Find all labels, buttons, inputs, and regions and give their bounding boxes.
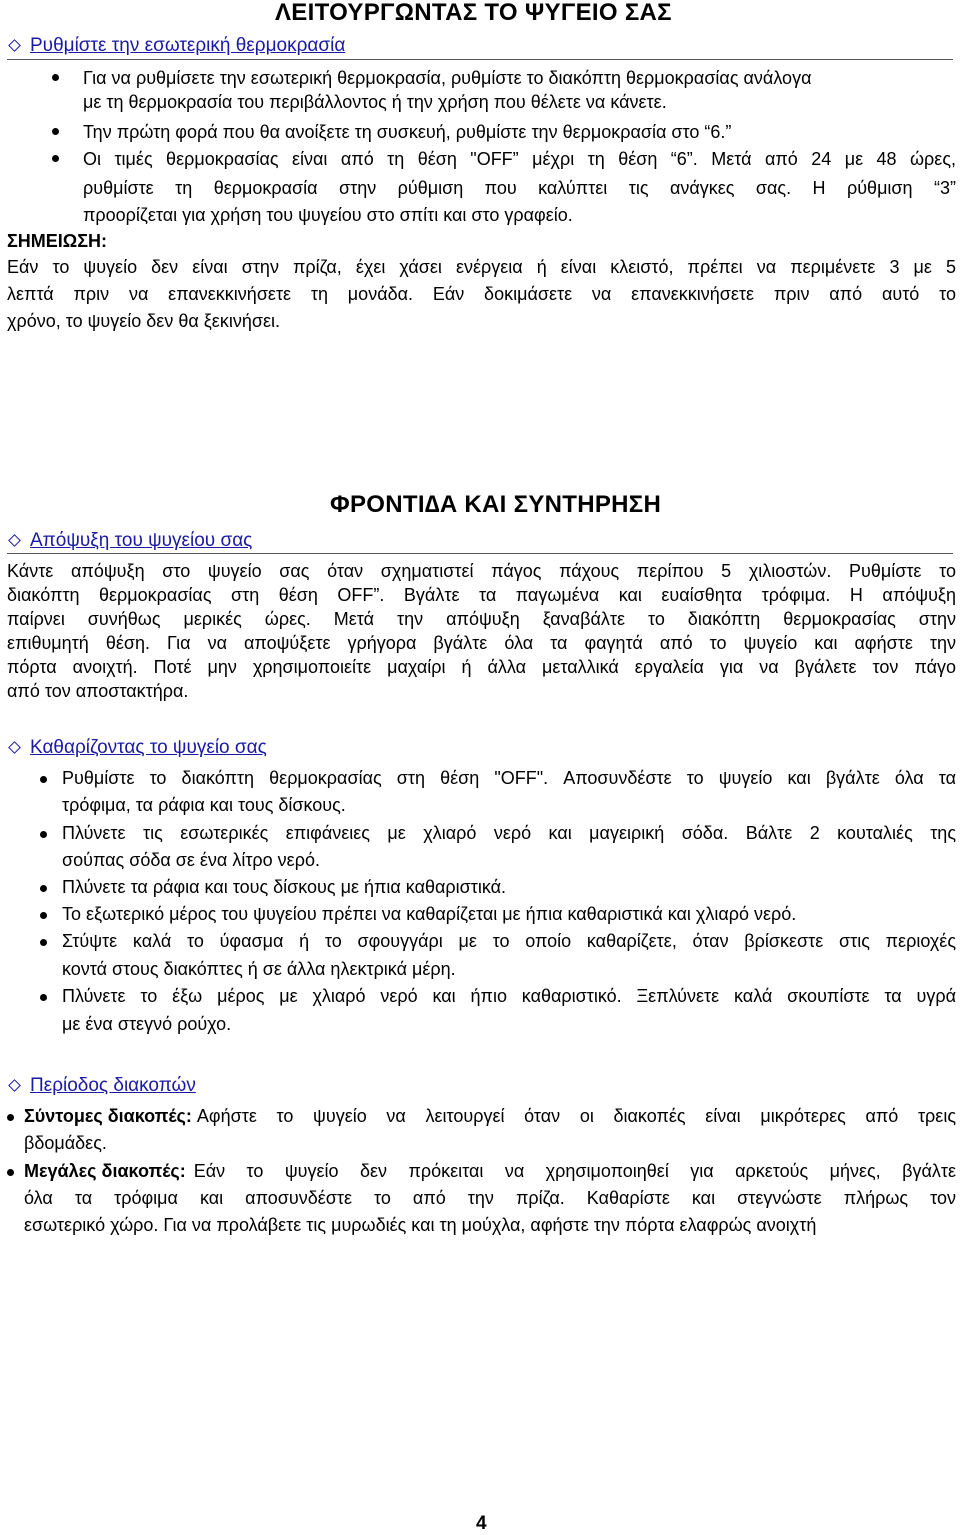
bullet-dot-icon xyxy=(40,912,47,919)
bullet-dot-icon xyxy=(40,885,47,892)
diamond-bullet-icon xyxy=(8,39,21,52)
bullet-dot-icon xyxy=(7,1114,14,1121)
text-line: με ένα στεγνό ρούχο. xyxy=(62,1014,232,1034)
heading-set-temperature xyxy=(7,35,345,57)
text-line: κοντά στους διακόπτες ή σε άλλα ηλεκτρικά μέρη. xyxy=(62,959,456,979)
section-title-care: ΦΡΟΝΤΙ∆Α ΚΑΙ ΣΥΝΤΗΡΗΣΗ xyxy=(330,491,662,518)
text-line: Για να ρυθμίσετε την εσωτερική θερμοκρασία, ρυθμίστε το διακόπτη θερμοκρασίας ανάλογα xyxy=(83,68,812,88)
bullet-dot-icon xyxy=(52,155,59,162)
text-line: ρυθμίστε τη θερμοκρασία στην ρύθμιση που καλύπτει τις ανάγκες σας. Η ρύθμιση “3” xyxy=(83,178,956,198)
diamond-bullet-icon xyxy=(8,534,21,547)
text-line: Αφήστε το ψυγείο να λειτουργεί όταν οι διακοπές είναι μικρότερες από τρεις xyxy=(196,1106,956,1126)
text-line: σούπας σόδα σε ένα λίτρο νερό. xyxy=(62,850,320,870)
text-line: Πλύνετε το έξω μέρος με χλιαρό νερό και ήπιο καθαριστικό. Ξεπλύνετε καλά σκουπίστε τα υγρά xyxy=(62,986,956,1006)
text-line: με τη θερμοκρασία του περιβάλλοντος ή την χρήση που θέλετε να κάνετε. xyxy=(83,92,667,112)
bullet-dot-icon xyxy=(40,939,47,946)
heading-label: Καθαρίζοντας το ψυγείο σας xyxy=(30,737,267,758)
long-vacation-label: Μεγάλες διακοπές: xyxy=(24,1161,186,1181)
text-line: επιθυμητή θέση. Για να αποψύξετε γρήγορα βγάλτε όλα τα φαγητά από το ψυγείο και αφήστε την xyxy=(7,633,956,653)
vacation-short-line xyxy=(24,1106,956,1127)
text-line: Κάντε απόψυξη στο ψυγείο σας όταν σχηματιστεί πάγος πάχους περίπου 5 χιλιοστών. Ρυθμίστε το xyxy=(7,561,956,581)
bullet-dot-icon xyxy=(52,74,59,81)
text-line: Πλύνετε τις εσωτερικές επιφάνειες με χλιαρό νερό και μαγειρική σόδα. Βάλτε 2 κουταλιές της xyxy=(62,823,956,843)
divider xyxy=(7,553,953,554)
note-line: Εάν το ψυγείο δεν είναι στην πρίζα, έχει χάσει ενέργεια ή είναι κλειστό, πρέπει να περιμένετε 3 με 5 xyxy=(7,257,956,277)
text-line: Ρυθμίστε το διακόπτη θερμοκρασίας στη θέση "OFF". Αποσυνδέστε το ψυγείο και βγάλτε όλα τα xyxy=(62,768,956,788)
note-label: ΣΗΜΕΙΩΣΗ: xyxy=(7,231,108,251)
page-number: 4 xyxy=(476,1513,487,1534)
text-line: παίρνει συνήθως μερικές ώρες. Μετά την απόψυξη ξαναβάλτε το διακόπτη θερμοκρασίας στην xyxy=(7,609,956,629)
text-line: εσωτερικό χώρο. Για να προλάβετε τις μυρωδιές και τη μούχλα, αφήστε την πόρτα ελαφρώς ανοιχτή xyxy=(24,1215,817,1235)
section-title-operating: ΛΕΙΤΟΥΡΓΩΝΤΑΣ ΤΟ ΨΥΓΕΙΟ ΣΑΣ xyxy=(275,0,672,26)
heading-label: Απόψυξη του ψυγείου σας xyxy=(30,530,253,551)
heading-label: Περίοδος διακοπών xyxy=(30,1075,196,1096)
short-vacation-label: Σύντομες διακοπές: xyxy=(24,1106,192,1126)
divider xyxy=(7,59,953,60)
text-line: Την πρώτη φορά που θα ανοίξετε τη συσκευή, ρυθμίστε την θερμοκρασία στο “6.” xyxy=(83,122,732,142)
text-line: Το εξωτερικό μέρος του ψυγείου πρέπει να καθαρίζεται με ήπια καθαριστικά και χλιαρό νερό. xyxy=(62,904,797,924)
text-line: Εάν το ψυγείο δεν πρόκειται να χρησιμοποιηθεί για αρκετούς μήνες, βγάλτε xyxy=(193,1161,956,1181)
heading-vacation xyxy=(7,1075,196,1097)
heading-label: Ρυθμίστε την εσωτερική θερμοκρασία xyxy=(30,35,346,56)
text-line: Οι τιμές θερμοκρασίας είναι από τη θέση "OFF” μέχρι τη θέση “6”. Μετά από 24 με 48 ώρες, xyxy=(83,149,956,169)
bullet-dot-icon xyxy=(40,994,47,1001)
text-line: Στύψτε καλά το ύφασμα ή το σφουγγάρι με το οποίο καθαρίζετε, όταν βρίσκεστε στις περιοχές xyxy=(62,931,956,951)
text-line: τρόφιμα, τα ράφια και τους δίσκους. xyxy=(62,795,346,815)
text-line: βδομάδες. xyxy=(24,1133,107,1153)
diamond-bullet-icon xyxy=(8,1079,21,1092)
bullet-dot-icon xyxy=(52,128,59,135)
note-line: λεπτά πριν να επανεκκινήσετε τη μονάδα. Εάν δοκιμάσετε να επανεκκινήσετε πριν από αυτό το xyxy=(7,284,956,304)
vacation-long-line xyxy=(24,1161,956,1182)
heading-defrost xyxy=(7,530,252,552)
bullet-dot-icon xyxy=(40,776,47,783)
note-line: χρόνο, το ψυγείο δεν θα ξεκινήσει. xyxy=(7,311,280,331)
text-line: διακόπτη θερμοκρασίας στη θέση OFF”. Βγάλτε τα παγωμένα και ευαίσθητα τρόφιμα. Η απόψυξη xyxy=(7,585,956,605)
bullet-dot-icon xyxy=(40,831,47,838)
bullet-dot-icon xyxy=(7,1169,14,1176)
text-line: προορίζεται για χρήση του ψυγείου στο σπίτι και στο γραφείο. xyxy=(83,205,573,225)
diamond-bullet-icon xyxy=(8,741,21,754)
text-line: πόρτα ανοιχτή. Ποτέ μην χρησιμοποιείτε μαχαίρι ή άλλα μεταλλικά εργαλεία για να βγάλετε τον πάγο xyxy=(7,657,956,677)
heading-cleaning xyxy=(7,737,267,759)
text-line: από τον αποστακτήρα. xyxy=(7,681,189,701)
text-line: όλα τα τρόφιμα και αποσυνδέστε το από την πρίζα. Καθαρίστε και στεγνώστε πλήρως τον xyxy=(24,1188,956,1208)
text-line: Πλύνετε τα ράφια και τους δίσκους με ήπια καθαριστικά. xyxy=(62,877,507,897)
